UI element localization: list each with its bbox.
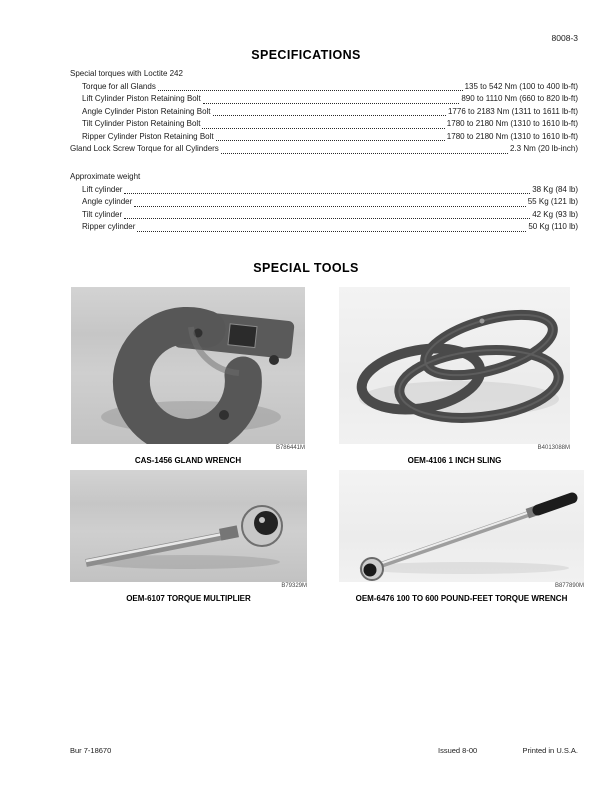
spec-row [82,131,578,144]
spec-row-value: 890 to 1110 Nm (660 to 820 lb-ft) [461,94,578,103]
spec-row-label: Lift cylinder [82,184,123,194]
spec-row [70,143,578,156]
tool-figure [339,287,570,465]
gland-wrench-illustration [71,287,305,444]
spec-row [82,209,578,222]
spec-row-label: Tilt Cylinder Piston Retaining Bolt [82,119,201,128]
photo-reference-code: B786441M [275,445,305,451]
tool-caption: OEM-6476 100 TO 600 POUND-FEET TORQUE WRENCH [355,594,568,603]
spec-row-value: 2.3 Nm (20 lb-inch) [509,144,578,153]
dotted-leader [124,218,530,219]
spec-row-value: 42 Kg (93 lb) [532,209,578,219]
photo-reference-code: B877890M [554,583,584,589]
footer-printed-in: Printed in U.S.A. [522,746,578,755]
spec-row [82,184,578,197]
spec-row-value: 55 Kg (121 lb) [527,197,578,206]
spec-row-value: 135 to 542 Nm (100 to 400 lb-ft) [464,81,578,91]
tool-figure [339,470,584,603]
weight-section-heading: Approximate weight [70,172,141,181]
tool-figure [71,287,305,465]
spec-row-label: Ripper Cylinder Piston Retaining Bolt [82,131,214,141]
spec-row-value: 1780 to 2180 Nm (1310 to 1610 lb-ft) [446,131,578,141]
gland-wrench-photo [71,287,305,444]
dotted-leader [158,90,463,91]
photo-reference-code: B79329M [281,583,307,589]
page-number: 8008-3 [551,33,578,43]
torque-section-heading: Special torques with Loctite 242 [70,69,183,78]
specifications-block [70,68,578,234]
torque-multiplier-illustration [70,470,307,582]
spec-row-label: Angle cylinder [82,197,133,206]
special-tools-title: SPECIAL TOOLS [253,261,359,275]
torque-multiplier-photo [70,470,307,582]
tool-caption: OEM-4106 1 INCH SLING [407,456,502,465]
dotted-leader [124,193,530,194]
footer-issue-date: Issued 8-00 [438,746,478,755]
spec-row-value: 1776 to 2183 Nm (1311 to 1611 lb-ft) [447,106,578,116]
specifications-title: SPECIFICATIONS [251,48,361,62]
dotted-leader [137,231,526,232]
tool-figure [70,470,307,603]
sling-illustration [339,287,570,444]
tool-caption: OEM-6107 TORQUE MULTIPLIER [126,594,251,603]
dotted-leader [134,206,525,207]
spec-row [82,196,578,209]
spec-row [82,93,578,106]
tool-caption: CAS-1456 GLAND WRENCH [134,456,242,465]
torque-wrench-photo [339,470,584,582]
footer-publication-code: Bur 7-18670 [70,746,112,755]
spec-row-label: Angle Cylinder Piston Retaining Bolt [82,106,211,116]
spec-row-value: 38 Kg (84 lb) [532,184,578,194]
dotted-leader [221,153,508,154]
spec-row [82,221,578,234]
dotted-leader [203,103,460,104]
dotted-leader [202,128,444,129]
spec-row-label: Lift Cylinder Piston Retaining Bolt [82,94,201,103]
spec-row-label: Tilt cylinder [82,209,123,219]
spec-row-value: 1780 to 2180 Nm (1310 to 1610 lb-ft) [446,119,578,128]
spec-row [82,106,578,119]
spec-row [82,81,578,94]
spec-row-value: 50 Kg (110 lb) [528,222,578,231]
sling-photo [339,287,570,444]
dotted-leader [216,140,445,141]
torque-wrench-illustration [339,470,584,582]
spec-row [82,118,578,131]
photo-reference-code: B4013088M [537,445,570,451]
spec-row-label: Ripper cylinder [82,222,136,231]
spec-row-label: Torque for all Glands [82,81,156,91]
dotted-leader [213,115,446,116]
spec-row-label: Gland Lock Screw Torque for all Cylinders [70,144,219,153]
